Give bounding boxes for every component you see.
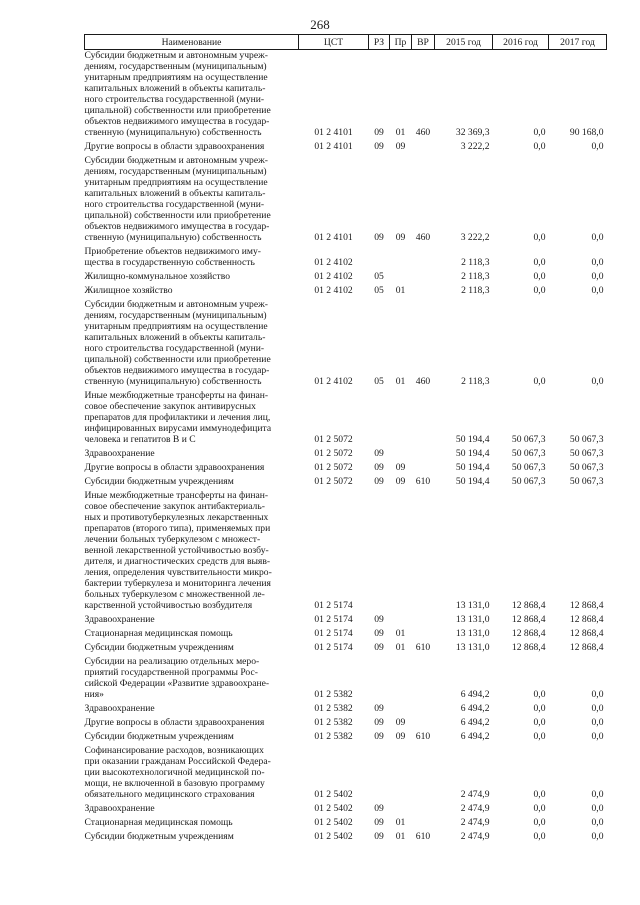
cell-vr	[412, 285, 435, 299]
cell-vr	[412, 490, 435, 614]
table-row	[85, 448, 607, 462]
cell-y2017: 0,0	[591, 376, 604, 387]
cell-y2016: 0,0	[533, 141, 546, 152]
cell-rz	[369, 745, 390, 803]
cell-pr	[390, 703, 412, 717]
cell-pr: 09	[395, 731, 406, 742]
cell-cst: 01 2 5402	[314, 803, 353, 814]
cell-rz: 09	[374, 703, 384, 714]
cell-y2017: 50 067,3	[569, 448, 604, 459]
table-row	[85, 271, 607, 285]
table-body	[85, 50, 607, 846]
cell-y2015: 6 494,2	[460, 689, 490, 700]
cell-y2015: 50 194,4	[455, 476, 490, 487]
cell-pr	[390, 490, 412, 614]
cell-y2017: 12 868,4	[569, 628, 604, 639]
cell-cst: 01 2 4102	[314, 271, 353, 282]
cell-vr	[412, 703, 435, 717]
cell-pr	[390, 448, 412, 462]
cell-rz: 09	[374, 803, 384, 814]
cell-pr: 01	[395, 831, 406, 842]
cell-cst: 01 2 4102	[314, 285, 353, 296]
cell-y2015: 2 118,3	[461, 271, 490, 282]
cell-name: Приобретение объектов недвижимого иму- щества в государственную собственность	[84, 246, 261, 268]
cell-vr	[412, 745, 435, 803]
cell-y2015: 2 118,3	[461, 285, 490, 296]
cell-y2015: 13 131,0	[455, 614, 490, 625]
cell-rz	[369, 656, 390, 703]
cell-vr: 610	[415, 642, 431, 653]
cell-vr: 610	[415, 476, 431, 487]
table-header	[85, 35, 607, 50]
budget-table	[84, 34, 607, 845]
cell-name: Иные межбюджетные трансферты на финан- совое обеспечение закупок антибактериаль- ных и противотуберкулезных лекарственных препаратов (второго типа), применяемых при лечении больных туберкулезом с множест- венной лекарственной устойчивостью возбу- дителя, и диагностических средств для выяв- ления, определения чувствительности микро- бактерии туберкулеза и мониторинга лечения больных туберкулезом с множественной ле- карственной устойчивостью возбудителя	[84, 490, 272, 611]
cell-y2017: 0,0	[591, 731, 604, 742]
cell-y2015: 3 222,2	[460, 232, 490, 243]
cell-vr	[412, 803, 435, 817]
cell-rz: 05	[374, 376, 384, 387]
cell-vr	[412, 717, 435, 731]
cell-y2015: 2 118,3	[461, 376, 490, 387]
table-row	[85, 141, 607, 155]
cell-rz: 09	[374, 731, 384, 742]
cell-y2016: 50 067,3	[511, 448, 546, 459]
cell-y2017: 12 868,4	[569, 614, 604, 625]
cell-y2016: 0,0	[533, 803, 546, 814]
cell-pr	[390, 390, 412, 448]
cell-vr	[412, 448, 435, 462]
cell-y2016: 0,0	[533, 232, 546, 243]
cell-y2017: 0,0	[591, 285, 604, 296]
cell-name: Здравоохранение	[84, 614, 155, 625]
cell-name: Субсидии бюджетным учреждениям	[84, 831, 234, 842]
cell-name: Субсидии бюджетным учреждениям	[84, 476, 234, 487]
cell-vr	[412, 141, 435, 155]
table-row	[85, 299, 607, 390]
cell-y2016: 12 868,4	[511, 614, 546, 625]
cell-name: Субсидии бюджетным и автономным учреж- дениям, государственным (муниципальным) унитарным предприятиям на осуществление капитальных вложений в объекты капиталь- ного строительства государственной (муни- ципальной) собственности или приобретение объектов недвижимого имущества в государ- ственную (муниципальную) собственность	[84, 50, 271, 138]
cell-vr	[412, 246, 435, 271]
cell-name: Другие вопросы в области здравоохранения	[84, 462, 265, 473]
cell-name: Иные межбюджетные трансферты на финан- совое обеспечение закупок антивирусных препаратов для профилактики и лечения лиц, инфицированных вирусами иммунодефицита человека и гепатитов В и С	[84, 390, 272, 445]
cell-vr	[412, 462, 435, 476]
cell-y2015: 6 494,2	[460, 717, 490, 728]
table-row	[85, 490, 607, 614]
cell-y2017: 0,0	[591, 257, 604, 268]
cell-pr: 01	[395, 127, 406, 138]
cell-y2015: 2 474,9	[460, 831, 490, 842]
cell-cst: 01 2 5174	[314, 642, 353, 653]
cell-y2016: 0,0	[533, 376, 546, 387]
cell-cst: 01 2 5382	[314, 731, 353, 742]
cell-name: Субсидии бюджетным учреждениям	[84, 731, 234, 742]
cell-pr	[390, 656, 412, 703]
cell-rz: 09	[374, 717, 384, 728]
cell-vr: 610	[415, 731, 431, 742]
cell-rz: 09	[374, 462, 384, 473]
cell-y2017: 12 868,4	[569, 642, 604, 653]
cell-y2015: 2 474,9	[460, 789, 490, 800]
cell-cst: 01 2 5402	[314, 789, 353, 800]
cell-pr	[390, 745, 412, 803]
cell-y2016: 50 067,3	[511, 462, 546, 473]
cell-y2016: 12 868,4	[511, 642, 546, 653]
cell-cst: 01 2 5072	[314, 434, 353, 445]
page-number: 268	[310, 17, 330, 32]
cell-pr: 09	[395, 476, 406, 487]
cell-name: Субсидии на реализацию отдельных меро- приятий государственной программы Рос- сийской Федерации «Развитие здравоохране- ния»	[84, 656, 270, 700]
table-row	[85, 817, 607, 831]
header-rz: РЗ	[369, 35, 390, 50]
cell-rz: 09	[374, 232, 384, 243]
cell-y2016: 0,0	[533, 731, 546, 742]
cell-pr: 01	[395, 285, 406, 296]
cell-cst: 01 2 5072	[314, 448, 353, 459]
cell-y2015: 6 494,2	[460, 731, 490, 742]
cell-y2017: 0,0	[591, 232, 604, 243]
cell-cst: 01 2 5382	[314, 689, 353, 700]
cell-rz: 09	[374, 141, 384, 152]
cell-name: Жилищно-коммунальное хозяйство	[84, 271, 231, 282]
cell-y2017: 0,0	[591, 831, 604, 842]
cell-pr: 09	[395, 232, 406, 243]
cell-rz: 09	[374, 127, 384, 138]
cell-rz	[369, 390, 390, 448]
cell-vr: 610	[415, 831, 431, 842]
cell-y2016: 0,0	[533, 817, 546, 828]
cell-pr: 09	[395, 462, 406, 473]
cell-pr: 01	[395, 817, 406, 828]
table-row	[85, 831, 607, 845]
cell-y2016: 50 067,3	[511, 476, 546, 487]
cell-vr	[412, 614, 435, 628]
cell-y2017: 50 067,3	[569, 476, 604, 487]
cell-y2017: 0,0	[591, 271, 604, 282]
cell-name: Здравоохранение	[84, 448, 155, 459]
cell-y2016: 0,0	[533, 703, 546, 714]
cell-cst: 01 2 4101	[314, 127, 353, 138]
cell-y2015: 2 118,3	[461, 257, 490, 268]
cell-y2016: 50 067,3	[511, 434, 546, 445]
cell-y2016: 0,0	[533, 257, 546, 268]
cell-y2017: 12 868,4	[569, 600, 604, 611]
cell-vr	[412, 656, 435, 703]
cell-cst: 01 2 5174	[314, 628, 353, 639]
cell-y2016: 0,0	[533, 271, 546, 282]
cell-rz	[369, 490, 390, 614]
cell-cst: 01 2 5382	[314, 717, 353, 728]
cell-y2017: 50 067,3	[569, 434, 604, 445]
cell-rz: 09	[374, 614, 384, 625]
cell-y2017: 0,0	[591, 817, 604, 828]
cell-y2016: 0,0	[533, 831, 546, 842]
cell-y2016: 0,0	[533, 285, 546, 296]
table-row	[85, 656, 607, 703]
cell-y2015: 50 194,4	[455, 462, 490, 473]
cell-y2015: 6 494,2	[460, 703, 490, 714]
table-row	[85, 717, 607, 731]
cell-y2017: 0,0	[591, 141, 604, 152]
cell-pr: 01	[395, 376, 406, 387]
cell-vr	[412, 271, 435, 285]
cell-cst: 01 2 5174	[314, 614, 353, 625]
header-2015: 2015 год	[435, 35, 493, 50]
header-pr: Пр	[390, 35, 412, 50]
cell-pr	[390, 803, 412, 817]
cell-y2016: 0,0	[533, 689, 546, 700]
cell-y2015: 2 474,9	[460, 817, 490, 828]
cell-y2015: 50 194,4	[455, 448, 490, 459]
header-name: Наименование	[85, 35, 299, 50]
cell-y2017: 0,0	[591, 789, 604, 800]
table-row	[85, 476, 607, 490]
table-row	[85, 285, 607, 299]
cell-y2016: 0,0	[533, 717, 546, 728]
table-row	[85, 462, 607, 476]
table-row	[85, 745, 607, 803]
cell-y2015: 13 131,0	[455, 628, 490, 639]
cell-name: Жилищное хозяйство	[84, 285, 173, 296]
cell-cst: 01 2 5402	[314, 817, 353, 828]
header-cst: ЦСТ	[299, 35, 369, 50]
cell-y2017: 50 067,3	[569, 462, 604, 473]
table-row	[85, 50, 607, 142]
cell-pr: 01	[395, 628, 406, 639]
cell-y2016: 12 868,4	[511, 600, 546, 611]
cell-vr	[412, 628, 435, 642]
table-row	[85, 390, 607, 448]
cell-vr: 460	[415, 127, 431, 138]
table-row	[85, 703, 607, 717]
cell-pr: 09	[395, 141, 406, 152]
cell-vr: 460	[415, 376, 431, 387]
header-vr: ВР	[412, 35, 435, 50]
cell-rz: 09	[374, 628, 384, 639]
cell-pr	[390, 271, 412, 285]
cell-rz: 09	[374, 642, 384, 653]
cell-y2015: 13 131,0	[455, 642, 490, 653]
cell-cst: 01 2 4101	[314, 232, 353, 243]
cell-pr	[390, 614, 412, 628]
cell-y2017: 0,0	[591, 717, 604, 728]
header-2016: 2016 год	[493, 35, 549, 50]
cell-name: Здравоохранение	[84, 703, 155, 714]
cell-pr	[390, 246, 412, 271]
cell-rz: 09	[374, 448, 384, 459]
cell-y2017: 0,0	[591, 703, 604, 714]
cell-rz: 09	[374, 476, 384, 487]
cell-name: Стационарная медицинская помощь	[84, 628, 233, 639]
table-row	[85, 155, 607, 246]
table-row	[85, 246, 607, 271]
cell-rz: 09	[374, 817, 384, 828]
cell-name: Стационарная медицинская помощь	[84, 817, 233, 828]
header-2017: 2017 год	[549, 35, 607, 50]
cell-rz: 05	[374, 271, 384, 282]
table-row	[85, 803, 607, 817]
cell-vr: 460	[415, 232, 431, 243]
cell-y2017: 0,0	[591, 689, 604, 700]
cell-cst: 01 2 5402	[314, 831, 353, 842]
cell-y2015: 2 474,9	[460, 803, 490, 814]
cell-y2015: 32 369,3	[455, 127, 490, 138]
cell-y2017: 0,0	[591, 803, 604, 814]
cell-rz	[369, 246, 390, 271]
cell-vr	[412, 390, 435, 448]
cell-rz: 09	[374, 831, 384, 842]
cell-pr: 01	[395, 642, 406, 653]
cell-vr	[412, 817, 435, 831]
cell-y2016: 0,0	[533, 789, 546, 800]
cell-cst: 01 2 5382	[314, 703, 353, 714]
cell-name: Другие вопросы в области здравоохранения	[84, 717, 265, 728]
cell-cst: 01 2 5072	[314, 476, 353, 487]
cell-rz: 05	[374, 285, 384, 296]
cell-cst: 01 2 5174	[314, 600, 353, 611]
cell-pr: 09	[395, 717, 406, 728]
table-row	[85, 628, 607, 642]
table-row	[85, 642, 607, 656]
cell-y2016: 0,0	[533, 127, 546, 138]
cell-cst: 01 2 4102	[314, 257, 353, 268]
cell-cst: 01 2 4101	[314, 141, 353, 152]
cell-cst: 01 2 5072	[314, 462, 353, 473]
table-row	[85, 614, 607, 628]
cell-y2015: 3 222,2	[460, 141, 490, 152]
cell-cst: 01 2 4102	[314, 376, 353, 387]
cell-name: Здравоохранение	[84, 803, 155, 814]
cell-y2015: 50 194,4	[455, 434, 490, 445]
cell-y2016: 12 868,4	[511, 628, 546, 639]
cell-name: Субсидии бюджетным и автономным учреж- дениям, государственным (муниципальным) унитарным предприятиям на осуществление капитальных вложений в объекты капиталь- ного строительства государственной (муни- ципальной) собственности или приобретение объектов недвижимого имущества в государ- ственную (муниципальную) собственность	[84, 155, 271, 243]
cell-y2017: 90 168,0	[569, 127, 604, 138]
table-row	[85, 731, 607, 745]
cell-name: Софинансирование расходов, возникающих при оказании гражданам Российской Федера- ции высокотехнологичной медицинской по- мощи, не включенной в базовую программу обязательного медицинского страхования	[84, 745, 271, 800]
cell-name: Субсидии бюджетным и автономным учреж- дениям, государственным (муниципальным) унитарным предприятиям на осуществление капитальных вложений в объекты капиталь- ного строительства государственной (муни- ципальной) собственности или приобретение объектов недвижимого имущества в государ- ственную (муниципальную) собственность	[84, 299, 271, 387]
cell-name: Другие вопросы в области здравоохранения	[84, 141, 265, 152]
cell-name: Субсидии бюджетным учреждениям	[84, 642, 234, 653]
cell-y2015: 13 131,0	[455, 600, 490, 611]
